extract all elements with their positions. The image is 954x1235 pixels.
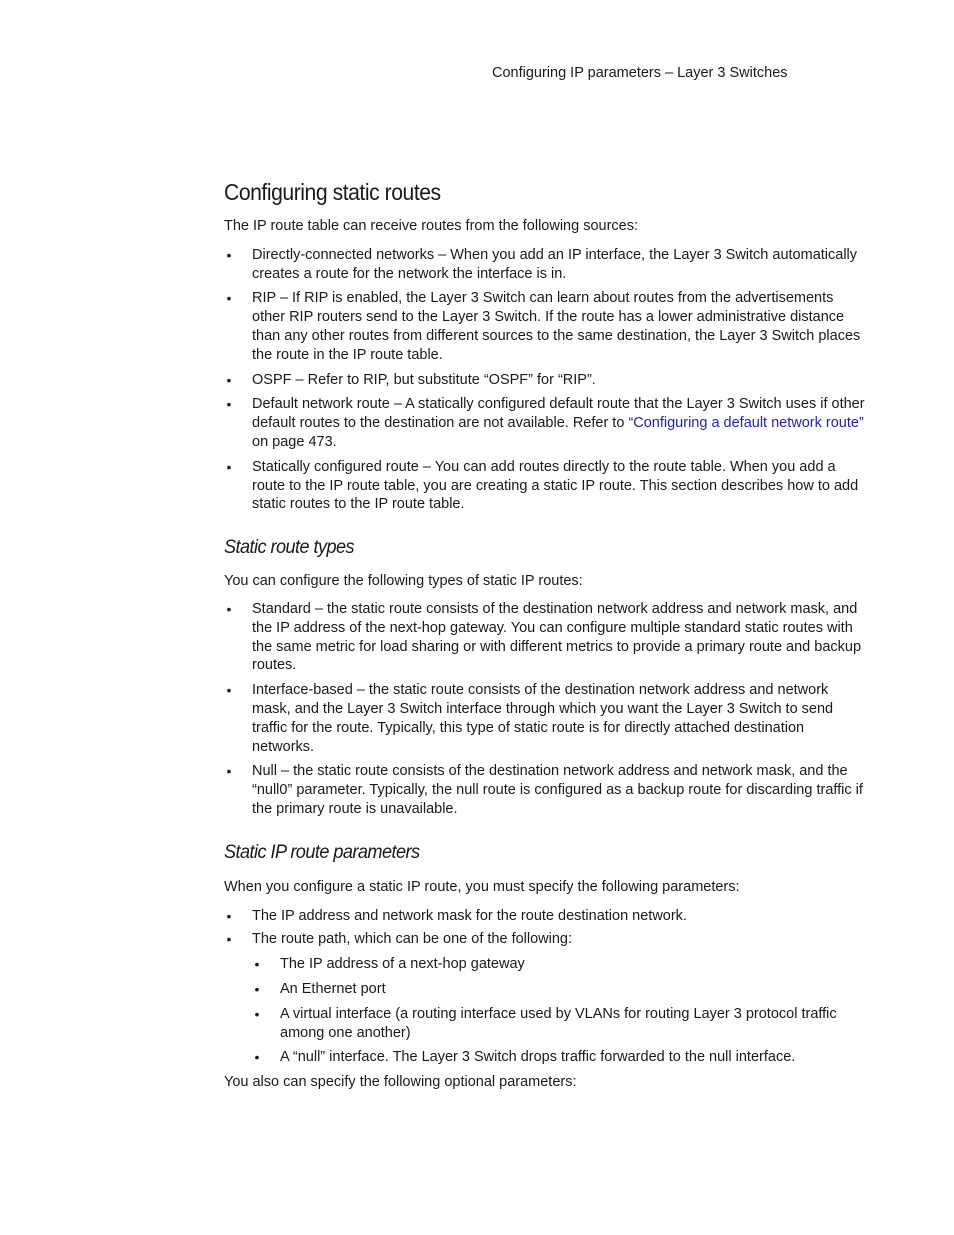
section-title-static-routes: Configuring static routes <box>224 179 441 205</box>
list-item: • The IP address and network mask for the route destination network. <box>224 907 870 926</box>
route-sources-list <box>224 246 870 514</box>
bullet-icon: • <box>226 458 232 475</box>
bullet-icon: • <box>226 396 232 413</box>
list-item: • Directly-connected networks – When you add an IP interface, the Layer 3 Switch automatically creates a route for the network the interface is in. <box>224 246 870 284</box>
bullet-icon: • <box>254 956 260 973</box>
bullet-icon: • <box>226 931 232 948</box>
list-item: • Standard – the static route consists of the destination network address and network mask, and the IP address of the next-hop gateway. You can configure multiple standard static routes with the same metric for load sharing or with different metrics to provide a primary route and backup routes. <box>224 600 870 675</box>
outro-optional-parameters: You also can specify the following optional parameters: <box>224 1074 577 1091</box>
list-item: • OSPF – Refer to RIP, but substitute “OSPF” for “RIP”. <box>224 371 870 390</box>
intro-route-types: You can configure the following types of static IP routes: <box>224 573 583 590</box>
intro-route-parameters: When you configure a static IP route, you must specify the following parameters: <box>224 878 740 895</box>
route-parameters-list <box>224 907 870 1068</box>
list-item: • A virtual interface (a routing interface used by VLANs for routing Layer 3 protocol traffic among one another) <box>252 1005 870 1043</box>
xref-default-network-route-link[interactable]: “Configuring a default network route” <box>628 415 864 432</box>
intro-route-sources: The IP route table can receive routes from the following sources: <box>224 218 639 234</box>
list-item: • Default network route – A statically configured default route that the Layer 3 Switch uses if other default routes to the destination are not available. Refer to “Configuring a default network route” on page 473. <box>224 395 870 451</box>
bullet-icon: • <box>254 1005 260 1022</box>
section-title-static-ip-route-parameters: Static IP route parameters <box>224 840 420 863</box>
bullet-icon: • <box>226 600 232 617</box>
bullet-icon: • <box>226 763 232 780</box>
route-types-list <box>224 600 870 819</box>
route-path-options-list <box>252 955 870 1067</box>
list-item: • RIP – If RIP is enabled, the Layer 3 Switch can learn about routes from the advertisements other RIP routers send to the Layer 3 Switch. If the route has a lower administrative distance than any other routes from different sources to the same destination, the Layer 3 Switch places the route in the IP route table. <box>224 289 870 364</box>
list-item: • A “null” interface. The Layer 3 Switch drops traffic forwarded to the null interface. <box>252 1048 870 1067</box>
list-item: • An Ethernet port <box>252 980 870 999</box>
bullet-icon: • <box>226 907 232 924</box>
list-item: • Interface-based – the static route consists of the destination network address and network mask, and the Layer 3 Switch interface through which you want the Layer 3 Switch to send traffic for the route. Typically, this type of static route is for directly attached destination networks. <box>224 681 870 756</box>
bullet-icon: • <box>226 290 232 307</box>
bullet-icon: • <box>254 980 260 997</box>
list-item: • Statically configured route – You can add routes directly to the route table. When you add a route to the IP route table, you are creating a static IP route. This section describes how to add static routes to the IP route table. <box>224 458 870 514</box>
list-item: • The IP address of a next-hop gateway <box>252 955 870 974</box>
running-header: Configuring IP parameters – Layer 3 Switches <box>492 65 788 81</box>
bullet-icon: • <box>254 1049 260 1066</box>
bullet-icon: • <box>226 682 232 699</box>
list-item: • Null – the static route consists of the destination network address and network mask, and the “null0” parameter. Typically, the null route is configured as a backup route for discarding traffic if the primary route is unavailable. <box>224 762 870 818</box>
page-content <box>224 172 870 1092</box>
section-title-static-route-types: Static route types <box>224 536 355 559</box>
bullet-icon: • <box>226 371 232 388</box>
list-item: • The route path, which can be one of the following: • The IP address of a next-hop gateway • An Ethernet port • A virtual interface (a routing interface used by VLANs for routing Layer 3 protocol traffic among one another) • A “null” interface. The Layer 3 Switch drops traffic forwarded to the null interface. <box>224 930 870 1067</box>
bullet-icon: • <box>226 246 232 263</box>
